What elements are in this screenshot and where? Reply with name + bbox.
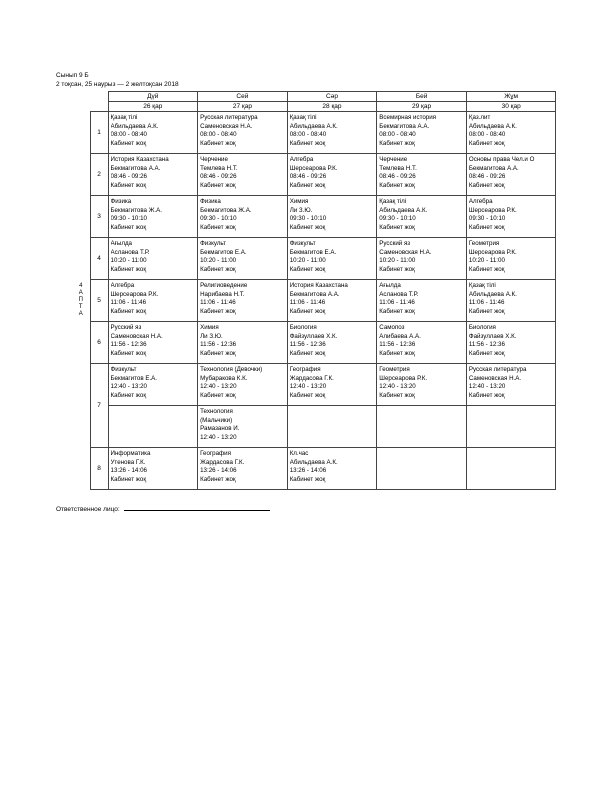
lesson-number: 5 [90,280,108,322]
lesson-room: Кабинет жоқ [379,391,415,399]
lesson-cell [287,448,377,490]
lesson-teacher: Асланова Т.Р. [379,290,419,298]
lesson-cell [287,280,377,322]
lesson-time: 11:56 - 12:36 [379,341,416,349]
lesson-subject: Алгебра [468,198,493,205]
lesson-teacher: Жардасова Г.К. [289,374,334,382]
week-label [72,112,90,490]
lesson-cell [466,448,556,490]
lesson-time: 11:06 - 11:46 [379,299,415,307]
lesson-room: Кабинет жоқ [468,349,505,357]
header-corner [72,92,108,102]
week-letter: А [78,290,83,296]
lesson-room: Кабинет жоқ [200,349,236,357]
lesson-subject: Кл.час [289,450,309,457]
week-letter: П [78,297,83,303]
period-range: 2 тоқсан, 25 наурыз — 2 желтоқсан 2018 [56,81,179,88]
lesson-cell [198,154,288,196]
lesson-cell [377,280,467,322]
lesson-cell [287,154,377,196]
lesson-row [72,448,556,490]
lesson-cell [108,364,198,406]
lesson-subject: География [289,366,321,373]
signature-line [124,504,270,511]
week-number: 4 [79,283,83,289]
lesson-teacher: Файзуллаев Х.К. [289,332,338,340]
lesson-subject: Қазақ тілі [468,282,496,289]
lesson-teacher: Бекмагитова Ж.А. [110,206,162,214]
lesson-time: 10:20 - 11:00 [289,257,326,265]
lesson-time: 11:56 - 12:36 [200,341,237,349]
lesson-room: Кабинет жоқ [289,139,326,147]
date-header: 29 қар [377,102,467,112]
lesson-cell [466,154,556,196]
lesson-time: 08:00 - 08:40 [200,131,237,139]
lesson-room: Кабинет жоқ [110,307,147,315]
lesson-room: Кабинет жоқ [379,307,415,315]
date-header: 28 қар [287,102,377,112]
lesson-room: Кабинет жоқ [200,181,236,189]
date-header: 26 қар [108,102,198,112]
lesson-teacher: Жардасова Г.К. [200,458,245,466]
lesson-room: Кабинет жоқ [200,391,236,399]
lesson-teacher: Бекмагитова А.А. [289,290,340,298]
lesson-teacher: Абильдаева А.К. [468,122,517,130]
lesson-teacher: Абильдаева А.К. [289,458,338,466]
lesson-number: 2 [90,154,108,196]
date-header: 30 қар [466,102,556,112]
lesson-subject: Биология [289,324,317,331]
lesson-cell [108,280,198,322]
lesson-subject: Религиоведение [200,282,248,289]
lesson-teacher: Шерсеарова Р.К. [468,248,517,256]
lesson-subject: Химия [289,198,309,205]
lesson-cell [198,238,288,280]
lesson-subject: Русская литература [200,114,258,121]
lesson-teacher: Бекмагитов Е.А. [289,248,337,256]
lesson-subject: Черчение [379,156,408,163]
lesson-subject: Всемирная история [379,114,437,121]
lesson-subject: Қазақ тілі [289,114,317,121]
lesson-subject: Геометрия [468,240,500,247]
lesson-number: 8 [90,448,108,490]
lesson-time: 12:40 - 13:20 [379,383,416,391]
lesson-cell [287,112,377,154]
lesson-cell [466,238,556,280]
lesson-time: 10:20 - 11:00 [379,257,416,265]
lesson-time: 09:30 - 10:10 [289,215,327,223]
lesson-cell [466,196,556,238]
lesson-subject: Алгебра [110,282,135,289]
lesson-room: Кабинет жоқ [110,223,147,231]
lesson-cell [198,112,288,154]
lesson-room: Кабинет жоқ [289,475,326,483]
lesson-room: Кабинет жоқ [289,181,326,189]
lesson-teacher: Бекмагитова Ж.А. [200,206,252,214]
lesson-time: 12:40 - 13:20 [289,383,327,391]
lesson-cell [287,322,377,364]
lesson-cell [377,238,467,280]
header-corner [72,102,108,112]
lesson-time: 08:00 - 08:40 [289,131,327,139]
lesson-teacher: Саменовская Н.А. [110,332,163,340]
lesson-cell [108,406,198,448]
lesson-room: Кабинет жоқ [110,475,147,483]
lesson-cell [198,406,288,448]
lesson-room: Кабинет жоқ [468,307,505,315]
lesson-row [72,112,556,154]
lesson-time: 08:46 - 09:26 [289,173,327,181]
lesson-teacher: Рамазанов И. [200,425,240,433]
lesson-subject: Геометрия [379,366,410,373]
lesson-time: 09:30 - 10:10 [110,215,147,223]
lesson-subject: Русский яз [379,240,411,247]
lesson-teacher: Бекмагитова А.А. [110,164,161,172]
lesson-time: 13:26 - 14:06 [289,467,327,475]
lesson-room: Кабинет жоқ [200,307,236,315]
lesson-subject: Қазақ тілі [110,114,138,121]
footer [56,504,270,514]
lesson-teacher: Темлева Н.Т. [379,164,417,172]
lesson-subject: История Казахстана [110,156,169,163]
lesson-subject: Физкульт [200,240,227,247]
lesson-teacher: Абильдаева А.К. [289,122,338,130]
lesson-teacher: Саменовская Н.А. [200,122,253,130]
lesson-room: Кабинет жоқ [379,181,415,189]
lesson-time: 11:06 - 11:46 [110,299,147,307]
lesson-number: 1 [90,112,108,154]
lesson-subject: Информатика [110,450,151,457]
lesson-time: 09:30 - 10:10 [200,215,237,223]
lesson-subject: Русская литература [468,366,527,373]
lesson-room: Кабинет жоқ [468,223,505,231]
lesson-subject: Ағылда [379,282,401,289]
day-header: Сей [198,92,288,102]
lesson-time: 09:30 - 10:10 [468,215,506,223]
lesson-room: Кабинет жоқ [379,349,415,357]
lesson-room: Кабинет жоқ [289,223,326,231]
day-header: Дүй [108,92,198,102]
lesson-cell [287,238,377,280]
lesson-time: 10:20 - 11:00 [110,257,147,265]
lesson-row [72,322,556,364]
lesson-cell [466,322,556,364]
lesson-subject: География [200,450,231,457]
lesson-room: Кабинет жоқ [379,265,415,273]
lesson-teacher: Файзуллаев Х.К. [468,332,517,340]
lesson-room: Кабинет жоқ [468,139,505,147]
lesson-teacher: Мубаракова К.К. [200,374,248,382]
lesson-cell [466,406,556,448]
lesson-time: 09:30 - 10:10 [379,215,416,223]
lesson-teacher: Утенова Г.К. [110,458,146,466]
lesson-room: Кабинет жоқ [468,181,505,189]
lesson-subject: Самопоз [379,324,405,331]
lesson-cell [108,154,198,196]
lesson-room: Кабинет жоқ [379,139,415,147]
lesson-teacher: Абильдаева А.К. [379,206,428,214]
lesson-number: 4 [90,238,108,280]
lesson-teacher: Бекмагитов Е.А. [110,374,158,382]
lesson-subject: Химия [200,324,219,331]
lesson-room: Кабинет жоқ [110,139,147,147]
lesson-time: 12:40 - 13:20 [200,433,237,441]
lesson-time: 08:00 - 08:40 [379,131,416,139]
lesson-teacher: Шерсеарова Р.К. [379,374,428,382]
lesson-row [72,154,556,196]
date-header: 27 қар [198,102,288,112]
lesson-cell [287,406,377,448]
lesson-room: Кабинет жоқ [379,223,415,231]
lesson-teacher: Саменовская Н.А. [379,248,432,256]
lesson-teacher: Бекмагитов Е.А. [200,248,247,256]
lesson-number: 3 [90,196,108,238]
lesson-cell [377,364,467,406]
lesson-cell [108,112,198,154]
lesson-cell [287,196,377,238]
lesson-row [72,196,556,238]
lesson-subject: Русский яз [110,324,142,331]
lesson-time: 11:06 - 11:46 [289,299,326,307]
lesson-room: Кабинет жоқ [110,181,147,189]
lesson-teacher: Шерсеарова Р.К. [468,206,517,214]
lesson-time: 12:40 - 13:20 [110,383,147,391]
lesson-room: Кабинет жоқ [200,265,236,273]
lesson-row [72,280,556,322]
responsible-person-label: Ответственное лицо: [56,506,120,513]
lesson-room: Кабинет жоқ [289,265,326,273]
lesson-teacher: Абильдаева А.К. [110,122,159,130]
day-header: Сәр [287,92,377,102]
lesson-teacher: Шерсеарова Р.К. [289,164,338,172]
lesson-room: Кабинет жоқ [289,391,326,399]
lesson-subject: Биология [468,324,496,331]
lesson-cell [108,322,198,364]
lesson-cell [466,364,556,406]
lesson-cell [466,112,556,154]
lesson-cell [377,154,467,196]
lesson-cell [198,364,288,406]
lesson-room: Кабинет жоқ [110,265,147,273]
lesson-teacher: Бекмагитова А.А. [468,164,519,172]
lesson-cell [108,448,198,490]
lesson-room: Кабинет жоқ [200,139,236,147]
lesson-teacher: Темлева Н.Т. [200,164,238,172]
lesson-time: 11:06 - 11:46 [200,299,236,307]
lesson-cell [108,238,198,280]
lesson-time: 08:00 - 08:40 [468,131,506,139]
lesson-subject: Технология (Девочки) [200,366,263,373]
lesson-time: 10:20 - 11:00 [200,257,237,265]
lesson-cell [108,196,198,238]
lesson-teacher: Ли З.Ю. [289,206,313,214]
lesson-room: Кабинет жоқ [468,265,505,273]
lesson-time: 11:56 - 12:36 [110,341,147,349]
lesson-number: 6 [90,322,108,364]
lesson-teacher: Ли З.Ю. [200,332,223,340]
timetable [72,91,556,490]
lesson-subject: Технология (Мальчики) [200,408,233,424]
lesson-room: Кабинет жоқ [289,349,326,357]
lesson-time: 08:46 - 09:26 [110,173,147,181]
lesson-subject: История Казахстана [289,282,348,289]
lesson-time: 11:56 - 12:36 [289,341,326,349]
class-title: Сынып 9 Б [56,72,89,79]
lesson-cell [198,280,288,322]
lesson-room: Кабинет жоқ [110,391,147,399]
week-letter: А [78,311,83,317]
week-letter: Т [78,304,83,310]
lesson-cell [198,196,288,238]
lesson-teacher: Нарибаева Н.Т. [200,290,245,298]
lesson-time: 11:56 - 12:36 [468,341,505,349]
lesson-cell [198,322,288,364]
lesson-time: 11:06 - 11:46 [468,299,505,307]
lesson-subject: Алгебра [289,156,314,163]
lesson-subject: Основы права Чел.и О [468,156,535,163]
lesson-row-extra [72,406,556,448]
lesson-room: Кабинет жоқ [200,223,236,231]
lesson-time: 10:20 - 11:00 [468,257,505,265]
lesson-cell [377,448,467,490]
lesson-time: 13:26 - 14:06 [110,467,147,475]
lesson-teacher: Асланова Т.Р. [110,248,150,256]
lesson-cell [377,322,467,364]
lesson-time: 13:26 - 14:06 [200,467,237,475]
day-header: Жұм [466,92,556,102]
lesson-row [72,364,556,406]
lesson-cell [198,448,288,490]
lesson-teacher: Шерсеарова Р.К. [110,290,159,298]
lesson-teacher: Абильдаева А.К. [468,290,517,298]
lesson-cell [377,406,467,448]
lesson-time: 08:46 - 09:26 [379,173,416,181]
lesson-subject: Черчение [200,156,228,163]
lesson-subject: Қаз.лит [468,114,491,121]
lesson-cell [466,280,556,322]
lesson-room: Кабинет жоқ [200,475,236,483]
lesson-subject: Физкульт [110,366,137,373]
lesson-cell [377,196,467,238]
lesson-time: 12:40 - 13:20 [200,383,237,391]
lesson-teacher: Алибаева А.А. [379,332,421,340]
lesson-time: 08:00 - 08:40 [110,131,147,139]
lesson-room: Кабинет жоқ [468,391,505,399]
lesson-time: 12:40 - 13:20 [468,383,506,391]
lesson-teacher: Саменовская Н.А. [468,374,522,382]
lesson-time: 08:46 - 09:26 [468,173,506,181]
lesson-number: 7 [90,364,108,448]
lesson-time: 08:46 - 09:26 [200,173,237,181]
lesson-teacher: Бекмагитова А.А. [379,122,430,130]
lesson-subject: Қазақ тілі [379,198,407,205]
lesson-subject: Физика [110,198,132,205]
lesson-subject: Физкульт [289,240,316,247]
lesson-cell [287,364,377,406]
lesson-subject: Ағылда [110,240,132,247]
lesson-room: Кабинет жоқ [110,349,147,357]
lesson-subject: Физика [200,198,221,205]
lesson-cell [377,112,467,154]
day-header: Бей [377,92,467,102]
lesson-room: Кабинет жоқ [289,307,326,315]
lesson-row [72,238,556,280]
